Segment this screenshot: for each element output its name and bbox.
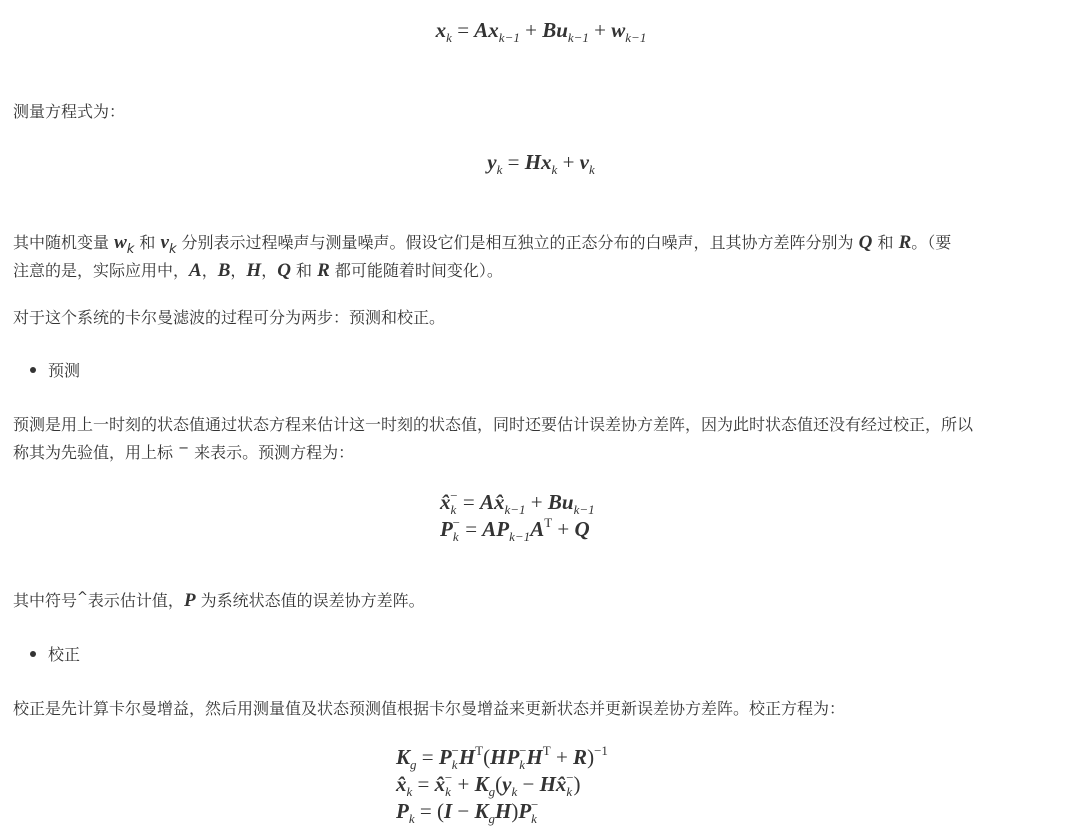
hat-paragraph: 其中符号^表示估计值，P 为系统状态值的误差协方差阵。 — [13, 590, 425, 611]
noise-paragraph-line1: 其中随机变量 $w_k$ 和 $v_k$ 分别表示过程噪声与测量噪声。假设它们是相互独立的正态分布的白噪声，且其协方差阵分别为 Q 和 R。（要 — [13, 232, 952, 257]
bullet-correct: 校正 — [30, 640, 80, 669]
equation-predict: $x̂_k^-$ = $Ax̂_{k-1} + Bu_{k-1}$ $P_k^- = AP_{k-1}A^T + Q$ — [440, 488, 595, 544]
equation-state: $x_k = Ax_{k-1} + Bu_{k-1} + w_{k-1}$ — [435, 18, 647, 45]
predict-paragraph-line2: 称其为先验值，用上标 − 来表示。预测方程为： — [13, 441, 355, 462]
bullet-predict: 预测 — [30, 356, 80, 385]
bullet-dot — [30, 651, 36, 657]
correct-paragraph: 校正是先计算卡尔曼增益，然后用测量值及状态预测值根据卡尔曼增益来更新状态并更新误差协方差阵。校正方程为： — [13, 699, 846, 718]
equation-correct: $K_g = P_k^-H^T(HP_k^-H^T + R)^{-1}$ $x̂_k$ = $x̂_k^- + K_g(y_k$ − $Hx̂_k^-$) $P_k = (I - K_gH)P_k^-$ — [396, 743, 608, 826]
measure-intro: 测量方程式为： — [13, 102, 126, 121]
predict-paragraph-line1: 预测是用上一时刻的状态值通过状态方程来估计这一时刻的状态值，同时还要估计误差协方差阵，因为此时状态值还没有经过校正，所以 — [13, 415, 974, 434]
steps-paragraph: 对于这个系统的卡尔曼滤波的过程可分为两步：预测和校正。 — [13, 308, 446, 327]
bullet-dot — [30, 367, 36, 373]
noise-paragraph-line2: 注意的是，实际应用中，A，B，H，Q 和 R 都可能随着时间变化）。 — [13, 260, 503, 281]
equation-measure: $y_k = Hx_k + v_k$ — [487, 150, 595, 177]
